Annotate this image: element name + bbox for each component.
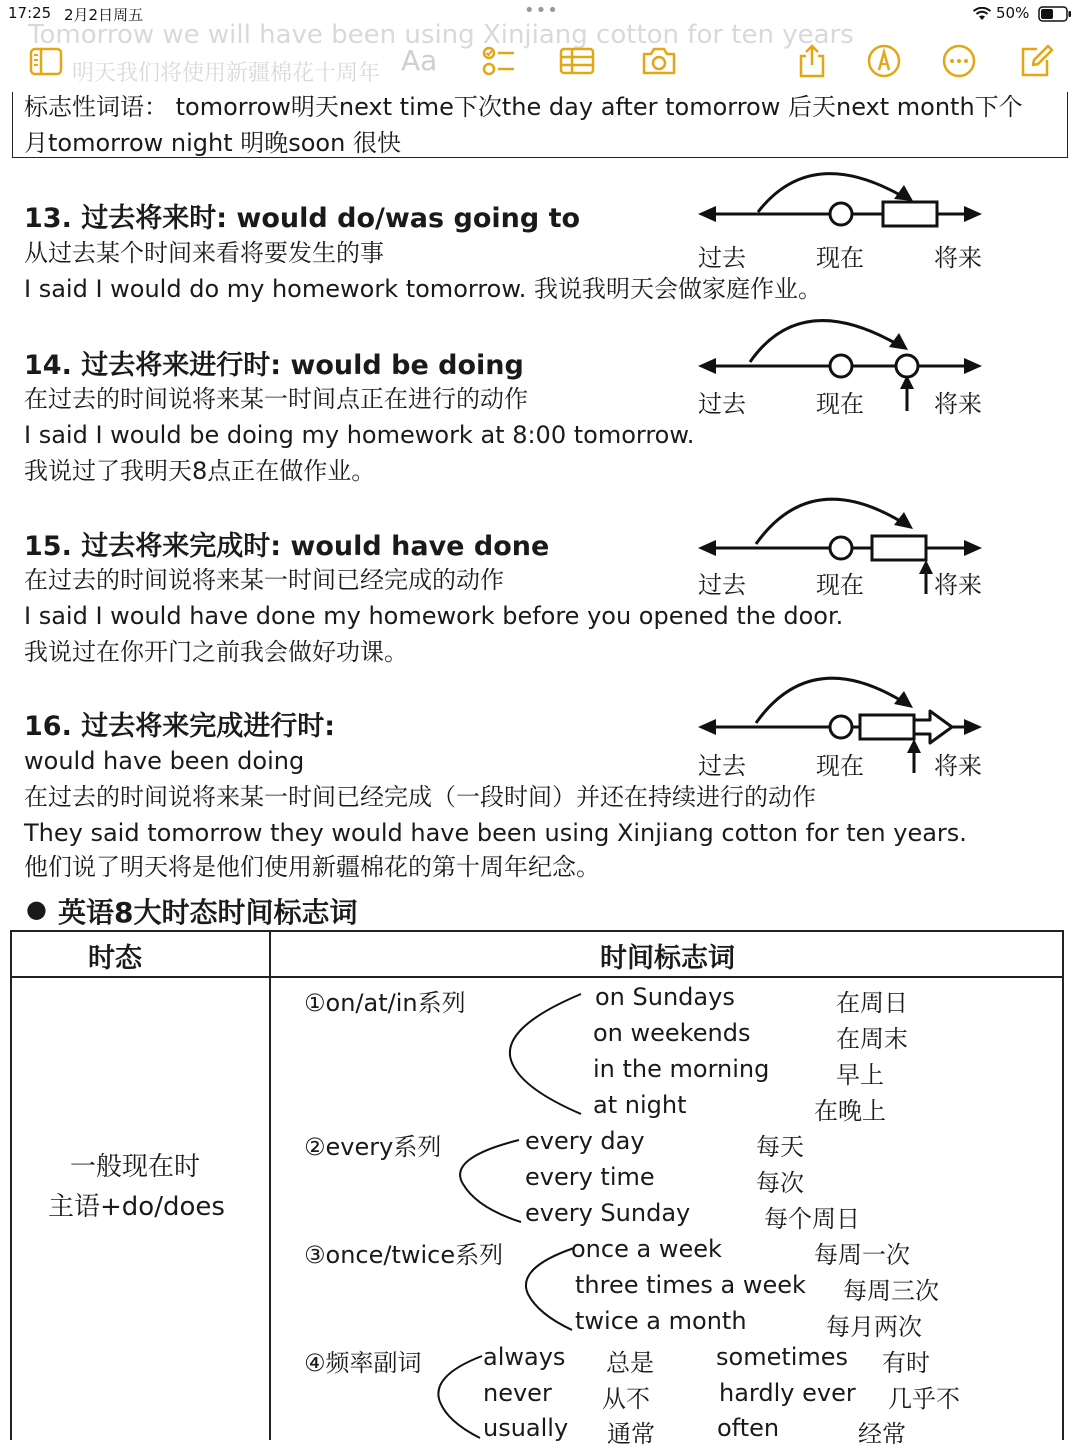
table-row: every time	[525, 1163, 655, 1191]
timeline-16-label-present: 现在	[816, 752, 864, 780]
more-icon[interactable]	[940, 42, 978, 80]
section-15-definition: 在过去的时间说将来某一时间已经完成的动作	[24, 566, 504, 594]
section-14-title: 14. 过去将来进行时: would be doing	[24, 350, 524, 381]
timeline-15-label-past: 过去	[698, 571, 746, 599]
table-row-cn: 在周日	[836, 989, 908, 1017]
table-icon[interactable]	[558, 42, 596, 80]
table-row-cn: 每次	[756, 1169, 804, 1197]
group-3-name: ③once/twice系列	[304, 1241, 504, 1269]
sidebar-icon[interactable]	[27, 42, 65, 80]
tense-formula: 主语+do/does	[48, 1192, 225, 1222]
group-2-brace	[460, 1140, 521, 1222]
marker-words-line2: 月tomorrow night 明晚soon 很快	[24, 129, 401, 157]
timeline-14-label-past: 过去	[698, 390, 746, 418]
table-row-cn: 经常	[858, 1420, 906, 1448]
format-button[interactable]: Aa	[401, 44, 438, 77]
table-row: every Sunday	[525, 1199, 691, 1227]
table-left-border	[10, 930, 12, 1440]
section-14-definition: 在过去的时间说将来某一时间点正在进行的动作	[24, 385, 528, 413]
table-row-cn: 早上	[836, 1061, 884, 1089]
table-row-cn: 每月两次	[826, 1313, 922, 1341]
group-1-brace	[505, 990, 585, 1120]
section-15-example-en: I said I would have done my homework before you opened the door.	[24, 602, 844, 630]
table-row-cn: 通常	[607, 1420, 655, 1448]
table-row: usually	[483, 1414, 569, 1442]
group-1-name: ①on/at/in系列	[304, 989, 466, 1017]
tense-name: 一般现在时	[70, 1152, 201, 1182]
section-16-example-en: They said tomorrow they would have been using Xinjiang cotton for ten years.	[24, 819, 967, 847]
table-row: twice a month	[575, 1307, 747, 1335]
battery-icon	[1038, 6, 1072, 26]
group-4-brace	[438, 1356, 482, 1438]
table-row: always	[483, 1343, 566, 1371]
timeline-13-label-present: 现在	[816, 244, 864, 272]
status-time: 17:25	[8, 4, 52, 22]
section-14-example-en: I said I would be doing my homework at 8:00 tomorrow.	[24, 421, 695, 449]
table-row: sometimes	[716, 1343, 849, 1371]
table-row: hardly ever	[719, 1379, 856, 1407]
table-row: in the morning	[593, 1055, 770, 1083]
table-header-divider	[10, 976, 1064, 978]
section-15-example-cn: 我说过在你开门之前我会做好功课。	[24, 638, 408, 666]
group-4-name: ④频率副词	[304, 1349, 422, 1377]
timeline-16-label-future: 将来	[934, 752, 982, 780]
table-top-border	[10, 930, 1064, 932]
section-16-example-cn: 他们说了明天将是他们使用新疆棉花的第十周年纪念。	[24, 853, 600, 881]
wifi-icon	[972, 6, 992, 25]
compose-icon[interactable]	[1017, 42, 1055, 80]
group-3-brace	[526, 1248, 574, 1330]
table-row: once a week	[571, 1235, 722, 1263]
timeline-15-label-present: 现在	[816, 571, 864, 599]
timeline-14-label-future: 将来	[934, 390, 982, 418]
camera-icon[interactable]	[640, 42, 678, 80]
multitask-dots[interactable]: •••	[524, 0, 559, 21]
table-row-cn: 每周三次	[843, 1277, 939, 1305]
table-section-title: 英语8大时态时间标志词	[58, 896, 358, 929]
ghost-text-chinese: 明天我们将使用新疆棉花十周年	[72, 61, 381, 86]
table-row: on weekends	[593, 1019, 751, 1047]
section-16-title: 16. 过去将来完成进行时:	[24, 711, 336, 742]
bullet-point: ●	[26, 895, 47, 923]
table-row: every day	[525, 1127, 645, 1155]
status-date: 2月2日周五	[64, 6, 144, 24]
table-row: never	[483, 1379, 552, 1407]
section-16-formula: would have been doing	[24, 747, 305, 775]
group-2-name: ②every系列	[304, 1133, 442, 1161]
timeline-13-label-past: 过去	[698, 244, 746, 272]
marker-words-line1: 标志性词语： tomorrow明天next time下次the day after tomorrow 后天next month下个	[24, 93, 1023, 121]
table-row: three times a week	[575, 1271, 806, 1299]
table-column-divider	[269, 930, 271, 1440]
timeline-diagram-13	[690, 155, 990, 235]
table-right-border	[1062, 930, 1064, 1440]
table-row-cn: 在周末	[836, 1025, 908, 1053]
timeline-14-label-present: 现在	[816, 390, 864, 418]
battery-percent: 50%	[996, 4, 1030, 22]
section-13-definition: 从过去某个时间来看将要发生的事	[24, 239, 384, 267]
table-row-cn: 有时	[882, 1349, 930, 1377]
section-14-example-cn: 我说过了我明天8点正在做作业。	[24, 457, 376, 485]
section-13-example: I said I would do my homework tomorrow. 我说我明天会做家庭作业。	[24, 275, 823, 303]
markup-icon[interactable]	[865, 42, 903, 80]
table-row: on Sundays	[595, 983, 735, 1011]
checklist-icon[interactable]	[480, 42, 518, 80]
section-13-title: 13. 过去将来时: would do/was going to	[24, 203, 581, 234]
table-row-cn: 几乎不	[888, 1385, 960, 1413]
table-header-tense: 时态	[88, 943, 142, 974]
timeline-15-label-future: 将来	[934, 571, 982, 599]
timeline-13-label-future: 将来	[934, 244, 982, 272]
table-row: at night	[593, 1091, 687, 1119]
section-16-definition: 在过去的时间说将来某一时间已经完成（一段时间）并还在持续进行的动作	[24, 783, 816, 811]
share-icon[interactable]	[793, 42, 831, 80]
table-row-cn: 每个周日	[764, 1205, 860, 1233]
timeline-16-label-past: 过去	[698, 752, 746, 780]
ghost-text-english: Tomorrow we will have been using Xinjiang cotton for ten years	[28, 20, 854, 50]
table-row-cn: 在晚上	[814, 1097, 886, 1125]
table-row-cn: 每周一次	[814, 1241, 910, 1269]
table-header-markers: 时间标志词	[600, 943, 735, 974]
table-row-cn: 从不	[602, 1385, 650, 1413]
section-15-title: 15. 过去将来完成时: would have done	[24, 531, 550, 562]
table-row: often	[717, 1414, 780, 1442]
table-row-cn: 总是	[606, 1349, 654, 1377]
table-row-cn: 每天	[756, 1133, 804, 1161]
